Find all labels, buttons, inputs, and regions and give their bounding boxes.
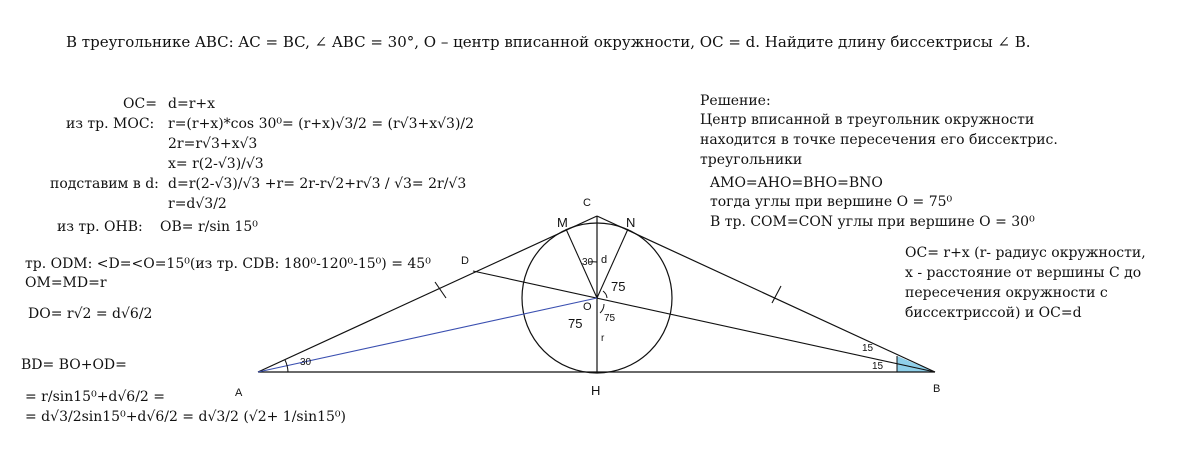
moc-equation-2: 2r=r√3+x√3 bbox=[168, 136, 258, 152]
bisector-bd bbox=[473, 271, 935, 372]
label-c: C bbox=[583, 197, 591, 209]
label-o: O bbox=[583, 301, 592, 313]
label-m: M bbox=[557, 215, 568, 230]
angle-15-b: 15 bbox=[872, 361, 884, 372]
solution-line-2: находится в точке пересечения его биссектрис. bbox=[700, 132, 1058, 148]
om-line: OM=MD=r bbox=[25, 275, 107, 291]
label-d: D bbox=[461, 255, 469, 267]
angle-arc-o1 bbox=[603, 291, 607, 298]
label-a: A bbox=[235, 387, 243, 399]
angle-arc-o2 bbox=[600, 304, 604, 313]
side-bc bbox=[597, 216, 935, 372]
solution-heading: Решение: bbox=[700, 93, 771, 109]
note-line-4: биссектриссой) и OC=d bbox=[905, 305, 1082, 321]
solution-line-4: AMO=AHO=BHO=BNO bbox=[710, 175, 883, 191]
angle-15-a: 15 bbox=[862, 343, 874, 354]
moc-label: из тр. MOC: bbox=[66, 116, 155, 132]
angle-75-b: 75 bbox=[568, 316, 583, 331]
note-line-2: x - расстояние от вершины C до bbox=[905, 265, 1142, 281]
label-b: B bbox=[933, 383, 941, 395]
angle-30-a: 30 bbox=[300, 357, 312, 368]
label-r-segment: r bbox=[601, 333, 605, 344]
solution-line-3: треугольники bbox=[700, 152, 803, 168]
moc-equation-3: x= r(2-√3)/√3 bbox=[168, 156, 264, 172]
angle-75-c: 75 bbox=[604, 313, 616, 324]
subst-label: подставим в d: bbox=[50, 176, 159, 192]
angle-75-a: 75 bbox=[611, 279, 626, 294]
bd-line: BD= BO+OD= bbox=[21, 357, 127, 373]
problem-statement: В треугольнике ABC: AC = BC, ∠ ABC = 30°, O – центр вписанной окружности, OC = d. Найдите длину биссектрисы ∠ B. bbox=[66, 33, 1031, 51]
label-n: N bbox=[626, 215, 636, 230]
bd-equation-1: = r/sin15⁰+d√6/2 = bbox=[25, 389, 166, 405]
solution-line-5: тогда углы при вершине O = 75⁰ bbox=[710, 194, 953, 210]
ohb-equation: OB= r/sin 15⁰ bbox=[160, 219, 258, 235]
side-ac bbox=[258, 216, 597, 372]
oc-equation: d=r+x bbox=[168, 96, 216, 112]
moc-equation-1: r=(r+x)*cos 30⁰= (r+x)√3/2 = (r√3+x√3)/2 bbox=[168, 116, 475, 132]
bd-equation-2: = d√3/2sin15⁰+d√6/2 = d√3/2 (√2+ 1/sin15⁰) bbox=[25, 409, 347, 425]
do-line: DO= r√2 = d√6/2 bbox=[28, 306, 153, 322]
solution-line-1: Центр вписанной в треугольник окружности bbox=[700, 112, 1035, 128]
subst-equation-2: r=d√3/2 bbox=[168, 196, 227, 212]
label-h: H bbox=[591, 383, 601, 398]
solution-line-6: В тр. COM=CON углы при вершине O = 30⁰ bbox=[710, 214, 1035, 230]
ohb-label: из тр. OHB: bbox=[57, 219, 143, 235]
subst-equation-1: d=r(2-√3)/√3 +r= 2r-r√2+r√3 / √3= 2r/√3 bbox=[168, 176, 467, 192]
note-line-1: OC= r+x (r- радиус окружности, bbox=[905, 245, 1146, 261]
oc-label: OC= bbox=[123, 96, 157, 112]
angle-30-top: 30 bbox=[582, 257, 594, 268]
note-line-3: пересечения окружности с bbox=[905, 285, 1108, 301]
label-d-segment: d bbox=[601, 254, 608, 266]
odm-line: тр. ODM: <D=<O=15⁰(из тр. CDB: 180⁰-120⁰-15⁰) = 45⁰ bbox=[25, 256, 431, 272]
